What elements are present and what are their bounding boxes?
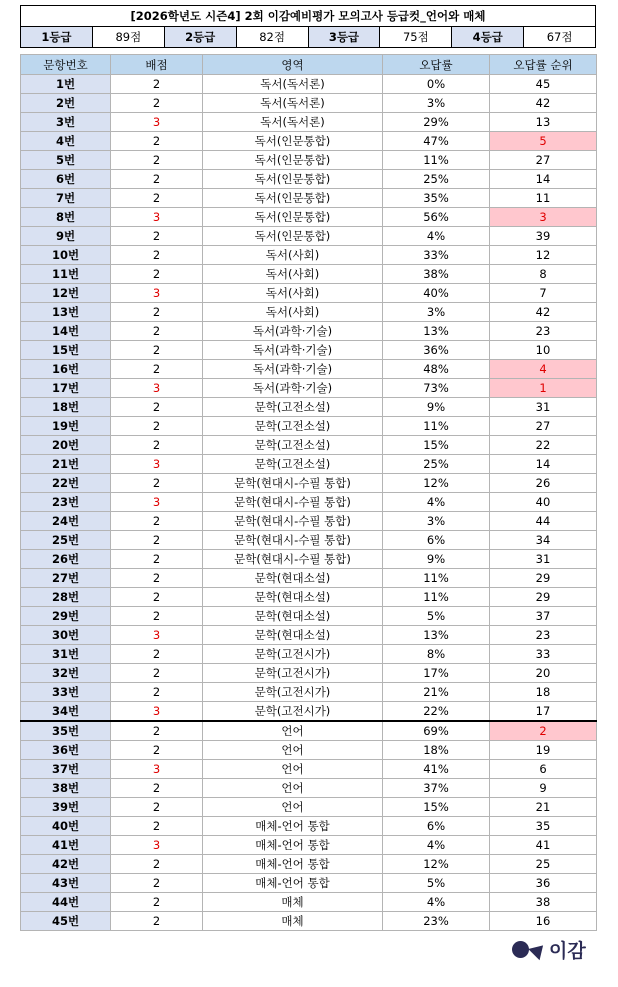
table-row xyxy=(21,912,597,931)
wrong-rate-cell: 15% xyxy=(383,436,490,455)
table-row xyxy=(21,550,597,569)
points-cell: 2 xyxy=(111,227,203,246)
wrong-rank-cell: 31 xyxy=(490,398,597,417)
points-cell: 2 xyxy=(111,360,203,379)
area-cell: 매체-언어 통합 xyxy=(203,874,383,893)
table-row xyxy=(21,284,597,303)
area-cell: 문학(고전소설) xyxy=(203,417,383,436)
area-cell: 문학(고전소설) xyxy=(203,436,383,455)
wrong-rate-cell: 69% xyxy=(383,721,490,741)
question-number: 3번 xyxy=(21,113,111,132)
wrong-rate-cell: 29% xyxy=(383,113,490,132)
page-content xyxy=(20,5,596,931)
table-row xyxy=(21,874,597,893)
question-number: 10번 xyxy=(21,246,111,265)
points-cell: 3 xyxy=(111,836,203,855)
table-row xyxy=(21,303,597,322)
points-cell: 2 xyxy=(111,322,203,341)
table-row xyxy=(21,760,597,779)
table-row xyxy=(21,588,597,607)
points-cell: 2 xyxy=(111,664,203,683)
col-header-points: 배점 xyxy=(111,55,203,75)
wrong-rank-cell: 14 xyxy=(490,455,597,474)
wrong-rate-cell: 56% xyxy=(383,208,490,227)
question-number: 36번 xyxy=(21,741,111,760)
question-number: 11번 xyxy=(21,265,111,284)
table-row xyxy=(21,474,597,493)
wrong-rate-cell: 6% xyxy=(383,531,490,550)
points-cell: 2 xyxy=(111,246,203,265)
table-row xyxy=(21,341,597,360)
wrong-rank-cell: 10 xyxy=(490,341,597,360)
wrong-rate-cell: 9% xyxy=(383,398,490,417)
question-number: 17번 xyxy=(21,379,111,398)
area-cell: 언어 xyxy=(203,741,383,760)
question-number: 28번 xyxy=(21,588,111,607)
table-row xyxy=(21,227,597,246)
area-cell: 문학(현대시-수필 통합) xyxy=(203,512,383,531)
question-number: 41번 xyxy=(21,836,111,855)
wrong-rate-cell: 47% xyxy=(383,132,490,151)
wrong-rate-cell: 41% xyxy=(383,760,490,779)
points-cell: 2 xyxy=(111,303,203,322)
wrong-rate-cell: 4% xyxy=(383,493,490,512)
table-row xyxy=(21,322,597,341)
wrong-rate-cell: 13% xyxy=(383,626,490,645)
area-cell: 독서(사회) xyxy=(203,284,383,303)
points-cell: 3 xyxy=(111,493,203,512)
question-number: 14번 xyxy=(21,322,111,341)
question-number: 2번 xyxy=(21,94,111,113)
points-cell: 2 xyxy=(111,170,203,189)
area-cell: 문학(고전소설) xyxy=(203,455,383,474)
wrong-rank-cell: 12 xyxy=(490,246,597,265)
wrong-rate-cell: 4% xyxy=(383,893,490,912)
points-cell: 2 xyxy=(111,94,203,113)
area-cell: 매체-언어 통합 xyxy=(203,855,383,874)
area-cell: 문학(고전시가) xyxy=(203,683,383,702)
wrong-rate-cell: 40% xyxy=(383,284,490,303)
wrong-rate-cell: 25% xyxy=(383,170,490,189)
area-cell: 독서(독서론) xyxy=(203,113,383,132)
wrong-rank-cell: 42 xyxy=(490,303,597,322)
wrong-rank-cell: 35 xyxy=(490,817,597,836)
wrong-rank-cell: 13 xyxy=(490,113,597,132)
logo-circle-icon xyxy=(512,941,529,958)
question-number: 27번 xyxy=(21,569,111,588)
points-cell: 2 xyxy=(111,417,203,436)
question-number: 9번 xyxy=(21,227,111,246)
col-header-number: 문항번호 xyxy=(21,55,111,75)
area-cell: 독서(인문통합) xyxy=(203,132,383,151)
wrong-rate-cell: 38% xyxy=(383,265,490,284)
area-cell: 독서(과학·기술) xyxy=(203,379,383,398)
wrong-rank-cell: 14 xyxy=(490,170,597,189)
wrong-rate-cell: 9% xyxy=(383,550,490,569)
table-row xyxy=(21,170,597,189)
points-cell: 2 xyxy=(111,912,203,931)
area-cell: 문학(현대시-수필 통합) xyxy=(203,550,383,569)
points-cell: 2 xyxy=(111,874,203,893)
question-number: 19번 xyxy=(21,417,111,436)
wrong-rate-cell: 73% xyxy=(383,379,490,398)
table-row xyxy=(21,398,597,417)
table-row xyxy=(21,531,597,550)
wrong-rate-cell: 33% xyxy=(383,246,490,265)
wrong-rate-cell: 22% xyxy=(383,702,490,722)
wrong-rate-cell: 11% xyxy=(383,569,490,588)
wrong-rate-cell: 18% xyxy=(383,741,490,760)
wrong-rank-cell: 11 xyxy=(490,189,597,208)
table-header-row xyxy=(21,55,597,75)
grade-1-score: 89점 xyxy=(93,27,165,47)
wrong-rank-cell: 29 xyxy=(490,588,597,607)
table-row xyxy=(21,683,597,702)
wrong-rank-cell: 21 xyxy=(490,798,597,817)
question-number: 16번 xyxy=(21,360,111,379)
col-header-area: 영역 xyxy=(203,55,383,75)
wrong-rate-cell: 3% xyxy=(383,512,490,531)
wrong-rate-cell: 17% xyxy=(383,664,490,683)
points-cell: 2 xyxy=(111,645,203,664)
question-number: 22번 xyxy=(21,474,111,493)
question-number: 1번 xyxy=(21,75,111,94)
points-cell: 2 xyxy=(111,265,203,284)
wrong-rank-cell: 23 xyxy=(490,322,597,341)
question-number: 39번 xyxy=(21,798,111,817)
page-title: [2026학년도 시즌4] 2회 이감예비평가 모의고사 등급컷_언어와 매체 xyxy=(21,6,595,27)
wrong-rank-cell: 22 xyxy=(490,436,597,455)
points-cell: 2 xyxy=(111,721,203,741)
area-cell: 문학(현대소설) xyxy=(203,588,383,607)
table-row xyxy=(21,741,597,760)
points-cell: 3 xyxy=(111,626,203,645)
points-cell: 2 xyxy=(111,531,203,550)
question-number: 45번 xyxy=(21,912,111,931)
wrong-rank-cell: 3 xyxy=(490,208,597,227)
wrong-rank-cell: 39 xyxy=(490,227,597,246)
wrong-rank-cell: 18 xyxy=(490,683,597,702)
area-cell: 문학(현대시-수필 통합) xyxy=(203,474,383,493)
question-number: 13번 xyxy=(21,303,111,322)
area-cell: 언어 xyxy=(203,721,383,741)
logo-triangle-icon xyxy=(528,939,549,960)
area-cell: 매체 xyxy=(203,912,383,931)
question-number: 21번 xyxy=(21,455,111,474)
wrong-rank-cell: 4 xyxy=(490,360,597,379)
area-cell: 독서(독서론) xyxy=(203,75,383,94)
wrong-rate-cell: 3% xyxy=(383,94,490,113)
question-number: 43번 xyxy=(21,874,111,893)
wrong-rate-cell: 6% xyxy=(383,817,490,836)
table-row xyxy=(21,664,597,683)
question-number: 37번 xyxy=(21,760,111,779)
area-cell: 언어 xyxy=(203,760,383,779)
question-number: 40번 xyxy=(21,817,111,836)
table-row xyxy=(21,721,597,741)
question-number: 12번 xyxy=(21,284,111,303)
wrong-rank-cell: 40 xyxy=(490,493,597,512)
question-number: 29번 xyxy=(21,607,111,626)
wrong-rate-cell: 21% xyxy=(383,683,490,702)
grade-4-score: 67점 xyxy=(546,30,573,44)
wrong-rank-cell: 37 xyxy=(490,607,597,626)
points-cell: 2 xyxy=(111,512,203,531)
question-number: 6번 xyxy=(21,170,111,189)
area-cell: 매체-언어 통합 xyxy=(203,817,383,836)
question-number: 25번 xyxy=(21,531,111,550)
wrong-rank-cell: 5 xyxy=(490,132,597,151)
wrong-rank-cell: 1 xyxy=(490,379,597,398)
wrong-rank-cell: 38 xyxy=(490,893,597,912)
wrong-rank-cell: 29 xyxy=(490,569,597,588)
wrong-rank-cell: 17 xyxy=(490,702,597,722)
wrong-rate-cell: 13% xyxy=(383,322,490,341)
area-cell: 언어 xyxy=(203,798,383,817)
points-cell: 2 xyxy=(111,341,203,360)
wrong-rate-cell: 12% xyxy=(383,474,490,493)
table-row xyxy=(21,512,597,531)
points-cell: 2 xyxy=(111,779,203,798)
points-cell: 2 xyxy=(111,798,203,817)
area-cell: 문학(현대시-수필 통합) xyxy=(203,493,383,512)
wrong-rank-cell: 16 xyxy=(490,912,597,931)
area-cell: 문학(현대소설) xyxy=(203,626,383,645)
grade-cut-row xyxy=(21,27,595,47)
points-cell: 2 xyxy=(111,683,203,702)
area-cell: 독서(사회) xyxy=(203,265,383,284)
wrong-rank-cell: 8 xyxy=(490,265,597,284)
area-cell: 독서(독서론) xyxy=(203,94,383,113)
points-cell: 3 xyxy=(111,113,203,132)
table-row xyxy=(21,626,597,645)
question-number: 32번 xyxy=(21,664,111,683)
points-cell: 3 xyxy=(111,284,203,303)
question-number: 34번 xyxy=(21,702,111,722)
table-row xyxy=(21,817,597,836)
question-number: 18번 xyxy=(21,398,111,417)
wrong-rate-cell: 36% xyxy=(383,341,490,360)
wrong-rank-cell: 7 xyxy=(490,284,597,303)
points-cell: 3 xyxy=(111,455,203,474)
question-number: 31번 xyxy=(21,645,111,664)
table-row xyxy=(21,855,597,874)
area-cell: 문학(고전시가) xyxy=(203,702,383,722)
question-number: 26번 xyxy=(21,550,111,569)
points-cell: 2 xyxy=(111,132,203,151)
points-cell: 2 xyxy=(111,607,203,626)
grade-2-label: 2등급 xyxy=(165,27,237,47)
table-row xyxy=(21,569,597,588)
question-number: 8번 xyxy=(21,208,111,227)
wrong-rank-cell: 27 xyxy=(490,151,597,170)
points-cell: 2 xyxy=(111,474,203,493)
table-row xyxy=(21,132,597,151)
points-cell: 2 xyxy=(111,189,203,208)
area-cell: 독서(인문통합) xyxy=(203,170,383,189)
question-number: 7번 xyxy=(21,189,111,208)
question-number: 20번 xyxy=(21,436,111,455)
table-row xyxy=(21,113,597,132)
points-cell: 2 xyxy=(111,893,203,912)
grade-1-label: 1등급 xyxy=(21,27,93,47)
question-number: 35번 xyxy=(21,721,111,741)
area-cell: 매체 xyxy=(203,893,383,912)
table-row xyxy=(21,189,597,208)
points-cell: 3 xyxy=(111,379,203,398)
grade-4-label: 4등급 xyxy=(452,27,524,47)
wrong-rank-cell: 20 xyxy=(490,664,597,683)
table-row xyxy=(21,702,597,722)
table-row xyxy=(21,607,597,626)
wrong-rank-cell: 34 xyxy=(490,531,597,550)
area-cell: 매체-언어 통합 xyxy=(203,836,383,855)
table-row xyxy=(21,436,597,455)
table-row xyxy=(21,94,597,113)
wrong-rate-cell: 4% xyxy=(383,836,490,855)
grade-3-score: 75점 xyxy=(380,27,452,47)
col-header-wrong-rate: 오답률 xyxy=(383,55,490,75)
wrong-rank-cell: 23 xyxy=(490,626,597,645)
wrong-rate-cell: 23% xyxy=(383,912,490,931)
area-cell: 독서(과학·기술) xyxy=(203,360,383,379)
area-cell: 독서(사회) xyxy=(203,246,383,265)
wrong-rate-cell: 11% xyxy=(383,151,490,170)
wrong-rate-cell: 11% xyxy=(383,588,490,607)
question-number: 30번 xyxy=(21,626,111,645)
table-row xyxy=(21,893,597,912)
question-number: 24번 xyxy=(21,512,111,531)
question-number: 15번 xyxy=(21,341,111,360)
wrong-rank-cell: 44 xyxy=(490,512,597,531)
area-cell: 독서(인문통합) xyxy=(203,208,383,227)
area-cell: 독서(과학·기술) xyxy=(203,322,383,341)
points-cell: 2 xyxy=(111,569,203,588)
points-cell: 2 xyxy=(111,550,203,569)
wrong-rank-cell: 26 xyxy=(490,474,597,493)
grade-2-score: 82점 xyxy=(237,27,309,47)
wrong-rank-cell: 33 xyxy=(490,645,597,664)
area-cell: 독서(인문통합) xyxy=(203,189,383,208)
wrong-rate-cell: 4% xyxy=(383,227,490,246)
table-row xyxy=(21,246,597,265)
table-row xyxy=(21,75,597,94)
area-cell: 문학(고전시가) xyxy=(203,645,383,664)
question-number: 38번 xyxy=(21,779,111,798)
points-cell: 3 xyxy=(111,760,203,779)
table-row xyxy=(21,455,597,474)
question-number: 33번 xyxy=(21,683,111,702)
igam-logo xyxy=(512,936,586,963)
wrong-rate-cell: 0% xyxy=(383,75,490,94)
grade-3-label: 3등급 xyxy=(309,27,381,47)
table-row xyxy=(21,379,597,398)
points-cell: 2 xyxy=(111,588,203,607)
points-cell: 2 xyxy=(111,75,203,94)
area-cell: 문학(현대시-수필 통합) xyxy=(203,531,383,550)
wrong-rank-cell: 19 xyxy=(490,741,597,760)
wrong-rank-cell: 27 xyxy=(490,417,597,436)
wrong-rank-cell: 25 xyxy=(490,855,597,874)
question-number: 23번 xyxy=(21,493,111,512)
points-cell: 2 xyxy=(111,741,203,760)
wrong-rate-cell: 25% xyxy=(383,455,490,474)
table-row xyxy=(21,779,597,798)
question-stats-table xyxy=(20,54,597,931)
wrong-rate-cell: 3% xyxy=(383,303,490,322)
wrong-rank-cell: 42 xyxy=(490,94,597,113)
points-cell: 2 xyxy=(111,817,203,836)
points-cell: 2 xyxy=(111,151,203,170)
table-row xyxy=(21,645,597,664)
area-cell: 독서(인문통합) xyxy=(203,151,383,170)
area-cell: 독서(인문통합) xyxy=(203,227,383,246)
question-number: 5번 xyxy=(21,151,111,170)
wrong-rate-cell: 5% xyxy=(383,874,490,893)
wrong-rate-cell: 8% xyxy=(383,645,490,664)
wrong-rank-cell: 6 xyxy=(490,760,597,779)
logo-text: 이감 xyxy=(549,940,586,962)
wrong-rate-cell: 37% xyxy=(383,779,490,798)
wrong-rank-cell: 2 xyxy=(490,721,597,741)
wrong-rate-cell: 11% xyxy=(383,417,490,436)
wrong-rank-cell: 31 xyxy=(490,550,597,569)
table-row xyxy=(21,417,597,436)
points-cell: 2 xyxy=(111,855,203,874)
table-row xyxy=(21,151,597,170)
wrong-rate-cell: 15% xyxy=(383,798,490,817)
question-number: 4번 xyxy=(21,132,111,151)
area-cell: 독서(사회) xyxy=(203,303,383,322)
grade-cut-header xyxy=(20,5,596,48)
table-row xyxy=(21,836,597,855)
points-cell: 2 xyxy=(111,436,203,455)
points-cell: 3 xyxy=(111,702,203,722)
wrong-rate-cell: 5% xyxy=(383,607,490,626)
question-number: 44번 xyxy=(21,893,111,912)
wrong-rate-cell: 35% xyxy=(383,189,490,208)
table-row xyxy=(21,360,597,379)
wrong-rate-cell: 12% xyxy=(383,855,490,874)
area-cell: 문학(현대소설) xyxy=(203,569,383,588)
wrong-rate-cell: 48% xyxy=(383,360,490,379)
points-cell: 2 xyxy=(111,398,203,417)
wrong-rank-cell: 45 xyxy=(490,75,597,94)
col-header-wrong-rank: 오답률 순위 xyxy=(490,55,597,75)
table-row xyxy=(21,493,597,512)
question-number: 42번 xyxy=(21,855,111,874)
area-cell: 문학(고전시가) xyxy=(203,664,383,683)
wrong-rank-cell: 9 xyxy=(490,779,597,798)
points-cell: 3 xyxy=(111,208,203,227)
wrong-rank-cell: 41 xyxy=(490,836,597,855)
area-cell: 독서(과학·기술) xyxy=(203,341,383,360)
area-cell: 문학(고전소설) xyxy=(203,398,383,417)
area-cell: 언어 xyxy=(203,779,383,798)
wrong-rank-cell: 36 xyxy=(490,874,597,893)
table-row xyxy=(21,265,597,284)
table-row xyxy=(21,798,597,817)
table-row xyxy=(21,208,597,227)
table-body xyxy=(21,75,597,931)
area-cell: 문학(현대소설) xyxy=(203,607,383,626)
